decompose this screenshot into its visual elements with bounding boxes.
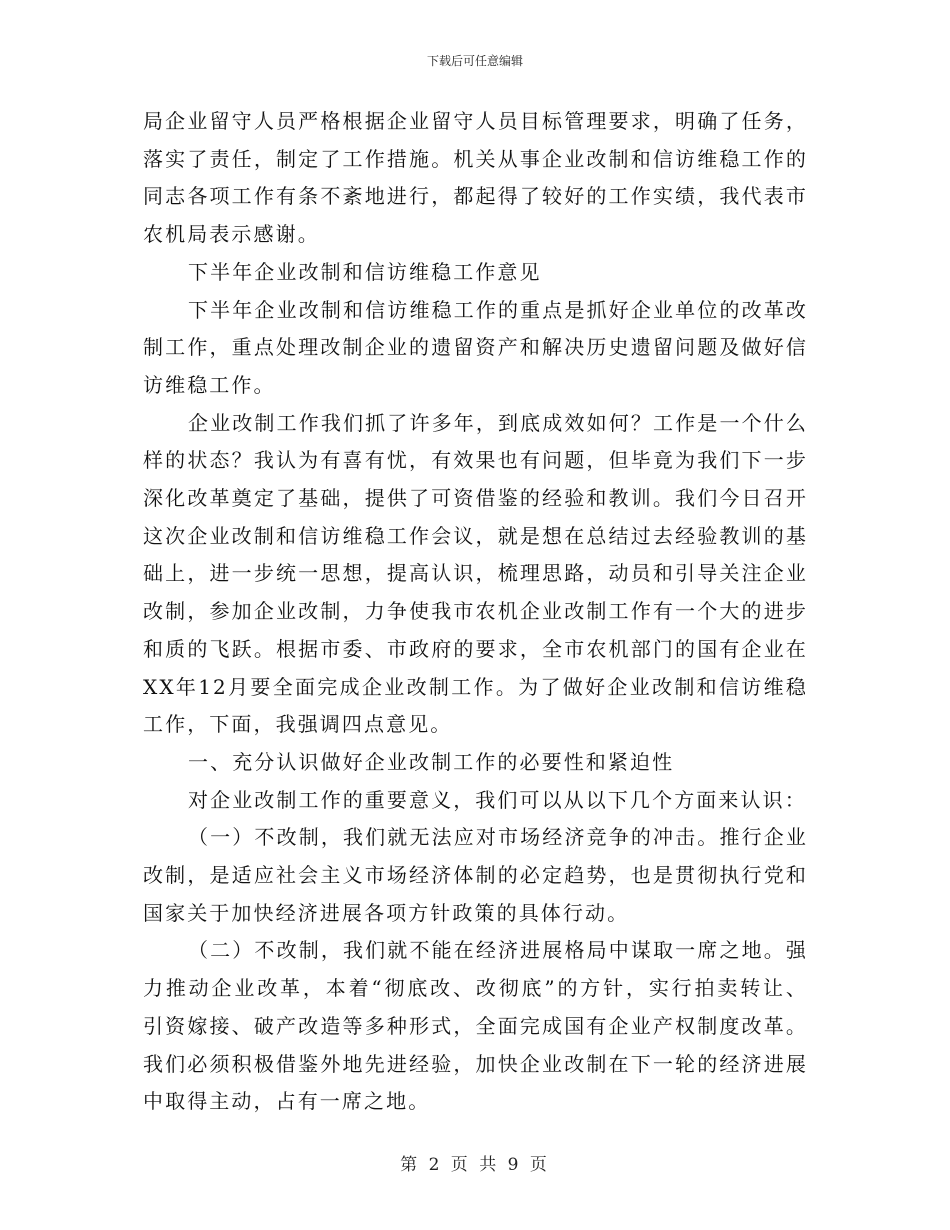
paragraph: （一）不改制，我们就无法应对市场经济竞争的冲击。推行企业改制，是适应社会主义市场经济体制的必定趋势，也是贯彻执行党和国家关于加快经济进展各项方针政策的具体行动。 <box>143 825 808 925</box>
paragraph: 对企业改制工作的重要意义，我们可以从以下几个方面来认识： <box>188 787 807 812</box>
page-number-footer: 第 2 页 共 9 页 <box>400 1155 550 1175</box>
paragraph: 企业改制工作我们抓了许多年，到底成效如何？工作是一个什么样的状态？我认为有喜有忧，有效果也有问题，但毕竟为我们下一步深化改革奠定了基础，提供了可资借鉴的经验和教训。我们今日召开这次企业改制和信访维稳工作会议，就是想在总结过去经验教训的基础上，进一步统一思想，提高认识，梳理思路，动员和引导关注企业改制，参加企业改制，力争使我市农机企业改制工作有一个大的进步和质的飞跃。根据市委、市政府的要求，全市农机部门的国有企业在XX年12月要全面完成企业改制工作。为了做好企业改制和信访维稳工作，下面，我强调四点意见。 <box>143 410 808 737</box>
paragraph: （二）不改制，我们就不能在经济进展格局中谋取一席之地。强力推动企业改革，本着“彻底改、改彻底”的方针，实行拍卖转让、引资嫁接、破产改造等多种形式，全面完成国有企业产权制度改革。我们必须积极借鉴外地先进经验，加快企业改制在下一轮的经济进展中取得主动，占有一席之地。 <box>143 938 808 1114</box>
section-heading: 一、充分认识做好企业改制工作的必要性和紧迫性 <box>188 749 675 774</box>
document-body <box>143 103 808 1121</box>
page-header: 下载后可任意编辑 <box>426 54 523 68</box>
paragraph-continuation: 局企业留守人员严格根据企业留守人员目标管理要求，明确了任务，落实了责任，制定了工作措施。机关从事企业改制和信访维稳工作的同志各项工作有条不紊地进行，都起得了较好的工作实绩，我代表市农机局表示感谢。 <box>143 109 808 247</box>
paragraph: 下半年企业改制和信访维稳工作的重点是抓好企业单位的改革改制工作，重点处理改制企业的遗留资产和解决历史遗留问题及做好信访维稳工作。 <box>143 297 808 397</box>
section-heading: 下半年企业改制和信访维稳工作意见 <box>188 259 542 284</box>
